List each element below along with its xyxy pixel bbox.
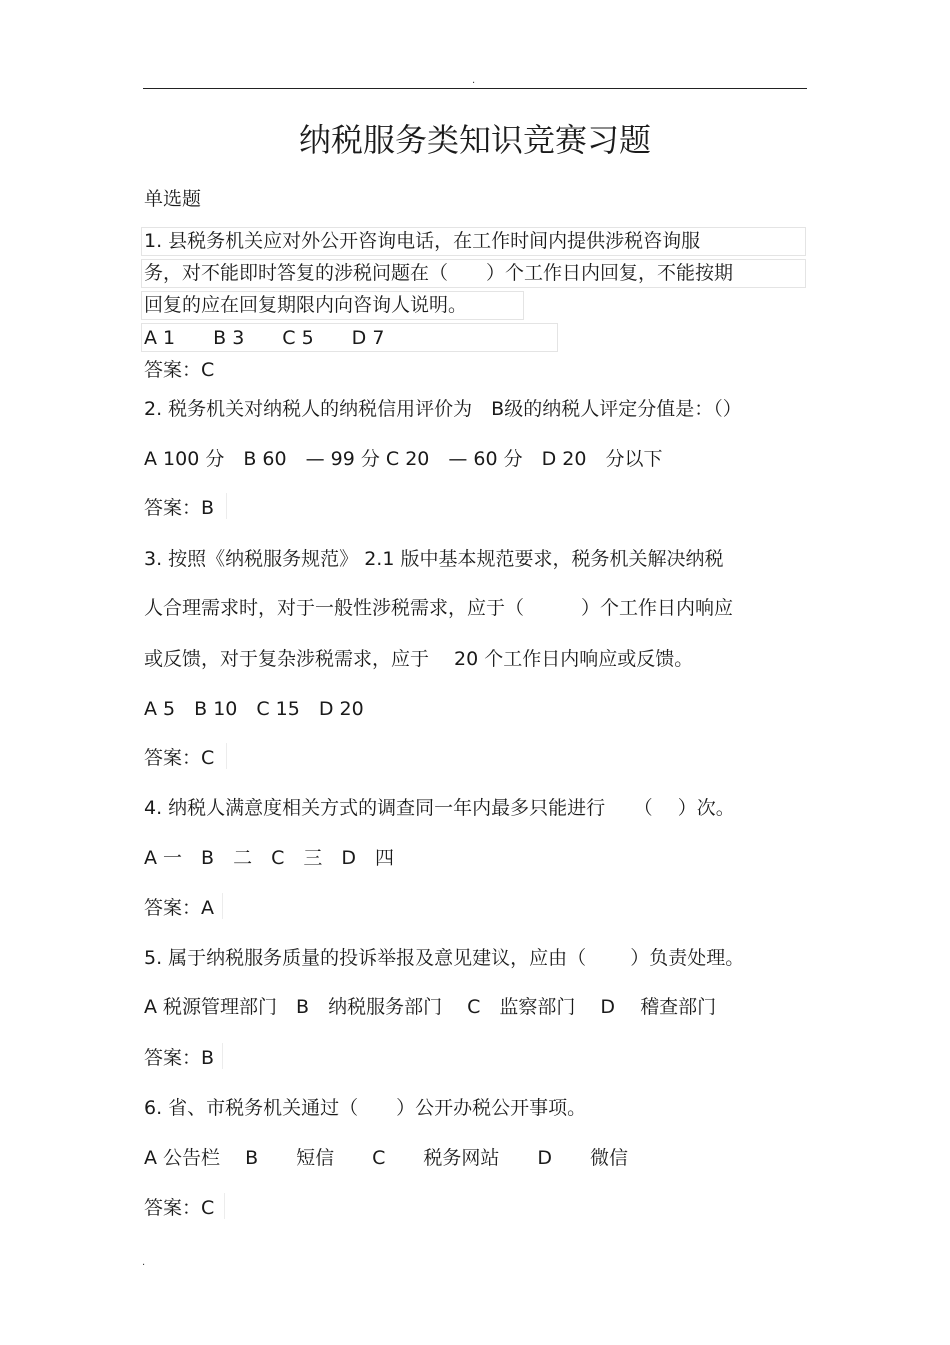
- answer-mark: [226, 493, 227, 519]
- answer-mark: [226, 743, 227, 769]
- question-3-stem-line-1: 3. 按照《纳税服务规范》 2.1 版中基本规范要求，税务机关解决纳税: [144, 548, 724, 570]
- answer-mark: [224, 1193, 225, 1219]
- question-2-stem: 2. 税务机关对纳税人的纳税信用评价为 B级的纳税人评定分值是：（）: [144, 398, 742, 420]
- question-6-answer: 答案：C: [144, 1197, 215, 1219]
- question-2-options: A 100 分 B 60 — 99 分 C 20 — 60 分 D 20 分以下: [144, 448, 663, 470]
- answer-mark: [222, 1043, 223, 1069]
- question-3-answer: 答案：C: [144, 747, 215, 769]
- question-4-answer: 答案：A: [144, 897, 214, 919]
- header-dot: .: [472, 75, 476, 86]
- question-5-stem: 5. 属于纳税服务质量的投诉举报及意见建议，应由（ ）负责处理。: [144, 947, 745, 969]
- question-3-options: A 5 B 10 C 15 D 20: [144, 698, 364, 720]
- question-4-options: A 一 B 二 C 三 D 四: [144, 847, 394, 869]
- question-6-options: A 公告栏 B 短信 C 税务网站 D 微信: [144, 1147, 629, 1169]
- answer-mark: [222, 893, 223, 919]
- question-6-stem: 6. 省、市税务机关通过（ ）公开办税公开事项。: [144, 1097, 587, 1119]
- question-1-answer: 答案：C: [144, 359, 215, 381]
- question-1-stem-line-3: 回复的应在回复期限内向咨询人说明。: [144, 294, 468, 316]
- question-1-stem-line-1: 1. 县税务机关应对外公开咨询电话，在工作时间内提供涉税咨询服: [144, 230, 701, 252]
- question-2-answer: 答案：B: [144, 497, 215, 519]
- question-3-stem-line-2: 人合理需求时，对于一般性涉税需求，应于（ ）个工作日内响应: [144, 597, 734, 619]
- page-title: 纳税服务类知识竞赛习题: [298, 121, 651, 159]
- section-heading: 单选题: [144, 188, 202, 210]
- footer-dot: .: [142, 1257, 146, 1268]
- question-1-stem-line-2: 务，对不能即时答复的涉税问题在（ ）个工作日内回复，不能按期: [144, 262, 734, 284]
- question-3-stem-line-3: 或反馈，对于复杂涉税需求，应于 20 个工作日内响应或反馈。: [144, 648, 694, 670]
- question-5-answer: 答案：B: [144, 1047, 215, 1069]
- question-1-options: A 1 B 3 C 5 D 7: [144, 327, 385, 349]
- question-5-options: A 税源管理部门 B 纳税服务部门 C 监察部门 D 稽查部门: [144, 996, 717, 1018]
- header-rule: [143, 88, 807, 89]
- question-4-stem: 4. 纳税人满意度相关方式的调查同一年内最多只能进行 （ ）次。: [144, 797, 735, 819]
